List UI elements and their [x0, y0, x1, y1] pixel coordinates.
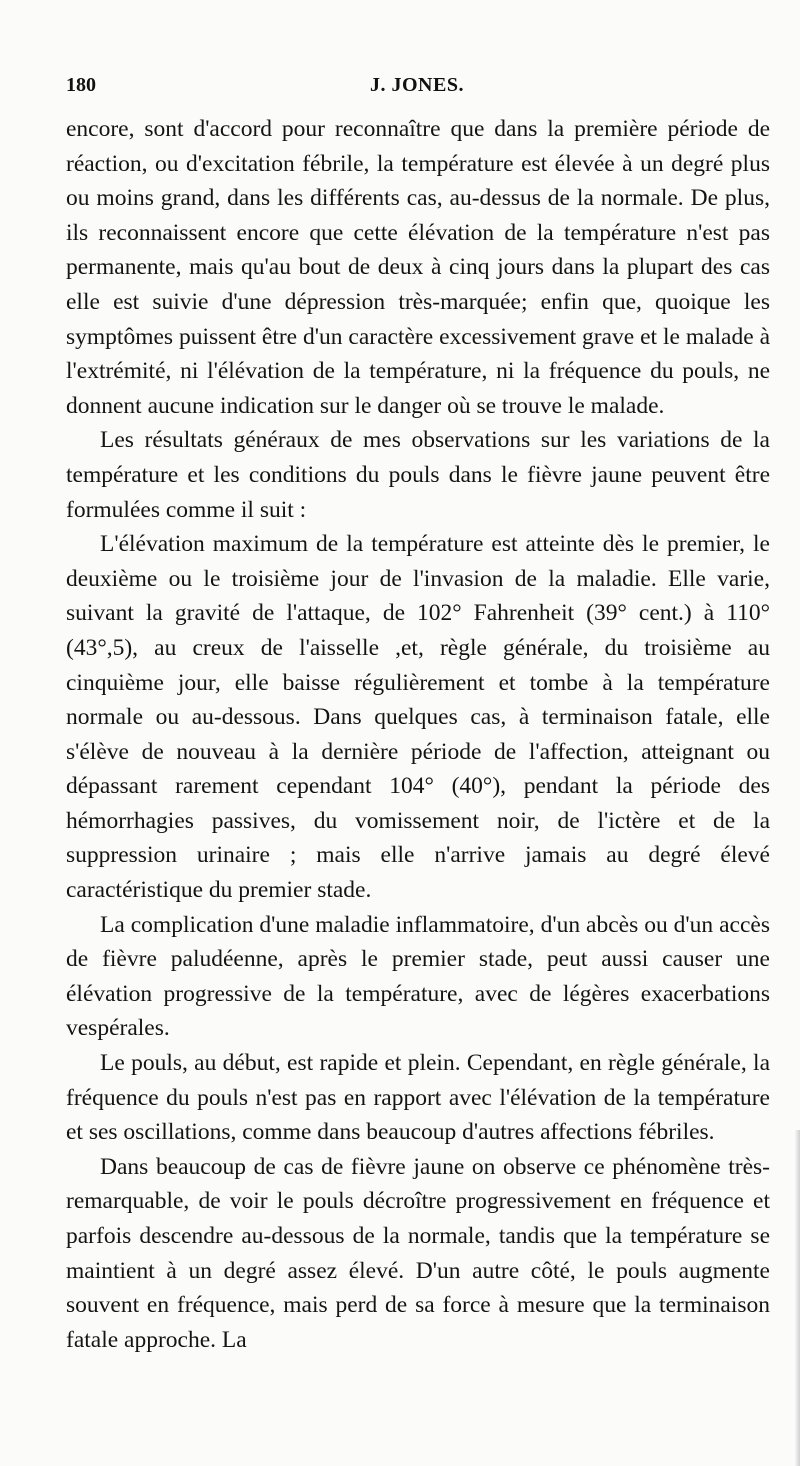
running-head: J. JONES.: [370, 74, 464, 96]
paragraph-pulse-phenomenon: Dans beaucoup de cas de fièvre jaune on observe ce phénomène très-remarquable, de voir le pouls décroître progressivement en fréquence et parfois descendre au-dessous de la normale, tandis que la température se maintient à un degré assez élevé. D'un autre côté, le pouls augmente souvent en fréquence, mais perd de sa force à mesure que la terminaison fatale approche. La: [66, 1153, 770, 1353]
page-header: [66, 74, 776, 104]
paragraph-results-intro: Les résultats généraux de mes observations sur les variations de la température et les conditions du pouls dans le fièvre jaune peuvent être formulées comme il suit :: [66, 427, 770, 523]
page-edge-shadow: [794, 1130, 800, 1466]
paragraph-complication: La complication d'une maladie inflammatoire, d'un abcès ou d'un accès de fièvre paludéenne, après le premier stade, peut aussi causer une élévation progressive de la température, avec de légères exacerbations vespérales.: [66, 911, 770, 1042]
paragraph-temperature-maximum: L'élévation maximum de la température est atteinte dès le premier, le deuxième ou le troisième jour de l'invasion de la maladie. Elle varie, suivant la gravité de l'attaque, de 102° Fahrenheit (39° cent.) à 110° (43°,5), au creux de l'aisselle ,et, règle générale, du troisième au cinquième jour, elle baisse régulièrement et tombe à la température normale ou au-dessous. Dans quelques cas, à terminaison fatale, elle s'élève de nouveau à la dernière période de l'affection, atteignant ou dépassant rarement cependant 104° (40°), pendant la période des hémorrhagies passives, du vomissement noir, de l'ictère et de la suppression urinaire ; mais elle n'arrive jamais au degré élevé caractéristique du premier stade.: [66, 531, 770, 904]
page-number: 180: [66, 74, 96, 96]
body-text: [66, 112, 770, 1357]
paragraph-pulse: Le pouls, au début, est rapide et plein. Cependant, en règle générale, la fréquence du pouls n'est pas en rapport avec l'élévation de la température et ses oscillations, comme dans beaucoup d'autres affections fébriles.: [66, 1050, 770, 1146]
paragraph-continuation: encore, sont d'accord pour reconnaître que dans la première période de réaction, ou d'excitation fébrile, la température est élevée à un degré plus ou moins grand, dans les différents cas, au-dessus de la normale. De plus, ils reconnaissent encore que cette élévation de la température n'est pas permanente, mais qu'au bout de deux à cinq jours dans la plupart des cas elle est suivie d'une dépression très-marquée; enfin que, quoique les symptômes puissent être d'un caractère excessivement grave et le malade à l'extrémité, ni l'élévation de la température, ni la fréquence du pouls, ne donnent aucune indication sur le danger où se trouve le malade.: [66, 116, 770, 419]
